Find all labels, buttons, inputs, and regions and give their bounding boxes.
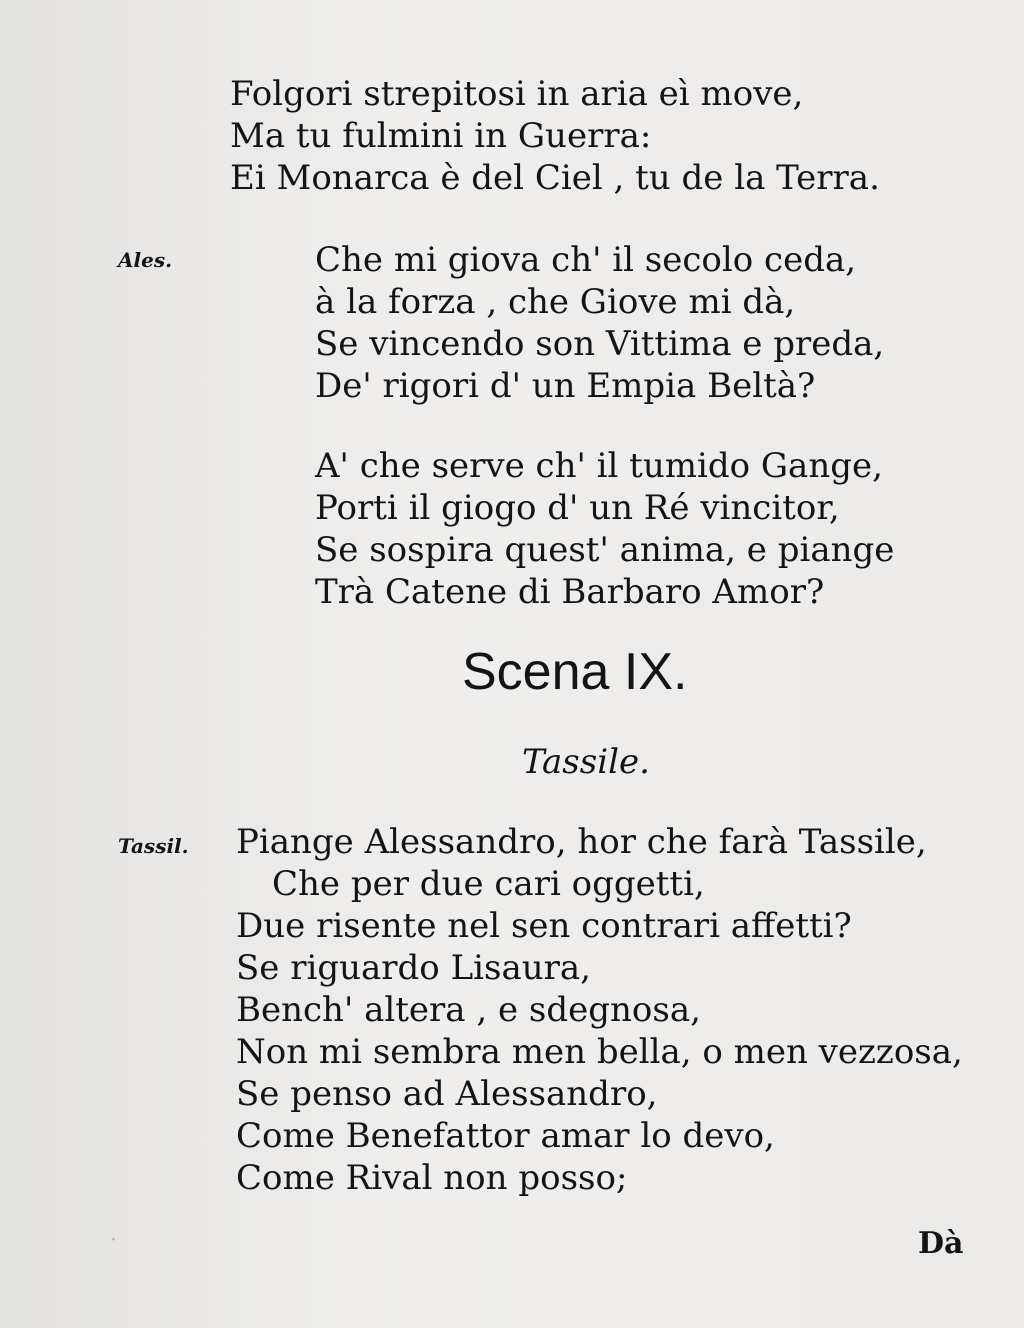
verse-line: Se penso ad Alessandro, [236,1074,658,1114]
verse-line: De' rigori d' un Empia Beltà? [315,366,816,406]
verse-line: Bench' altera , e sdegnosa, [236,990,701,1030]
scene-character: Tassile. [522,742,650,782]
verse-line: Come Rival non posso; [236,1158,628,1198]
catchword: Dà [918,1226,964,1261]
verse-line: Piange Alessandro, hor che farà Tassile, [236,822,927,862]
verse-line: Trà Catene di Barbaro Amor? [315,572,825,612]
verse-line: Due risente nel sen contrari affetti? [236,906,852,946]
verse-line: Come Benefattor amar lo devo, [236,1116,775,1156]
verse-line: Che mi giova ch' il secolo ceda, [315,240,857,280]
bleed-through-mark: · [110,1228,117,1253]
verse-line: Ei Monarca è del Ciel , tu de la Terra. [230,158,880,198]
speaker-label: Tassil. [118,834,189,858]
verse-line: Ma tu fulmini in Guerra: [230,116,652,156]
verse-line: Folgori strepitosi in aria eì move, [230,74,804,114]
verse-line: Se sospira quest' anima, e piange [315,530,895,570]
verse-line: à la forza , che Giove mi dà, [315,282,796,322]
speaker-label: Ales. [118,248,173,272]
verse-line: A' che serve ch' il tumido Gange, [315,446,883,486]
verse-line: Se vincendo son Vittima e preda, [315,324,885,364]
verse-line: Che per due cari oggetti, [272,864,705,904]
verse-line: Se riguardo Lisaura, [236,948,591,988]
scene-title: Scena IX. [462,643,688,701]
verse-line: Non mi sembra men bella, o men vezzosa, [236,1032,963,1072]
verse-line: Porti il giogo d' un Ré vincitor, [315,488,840,528]
